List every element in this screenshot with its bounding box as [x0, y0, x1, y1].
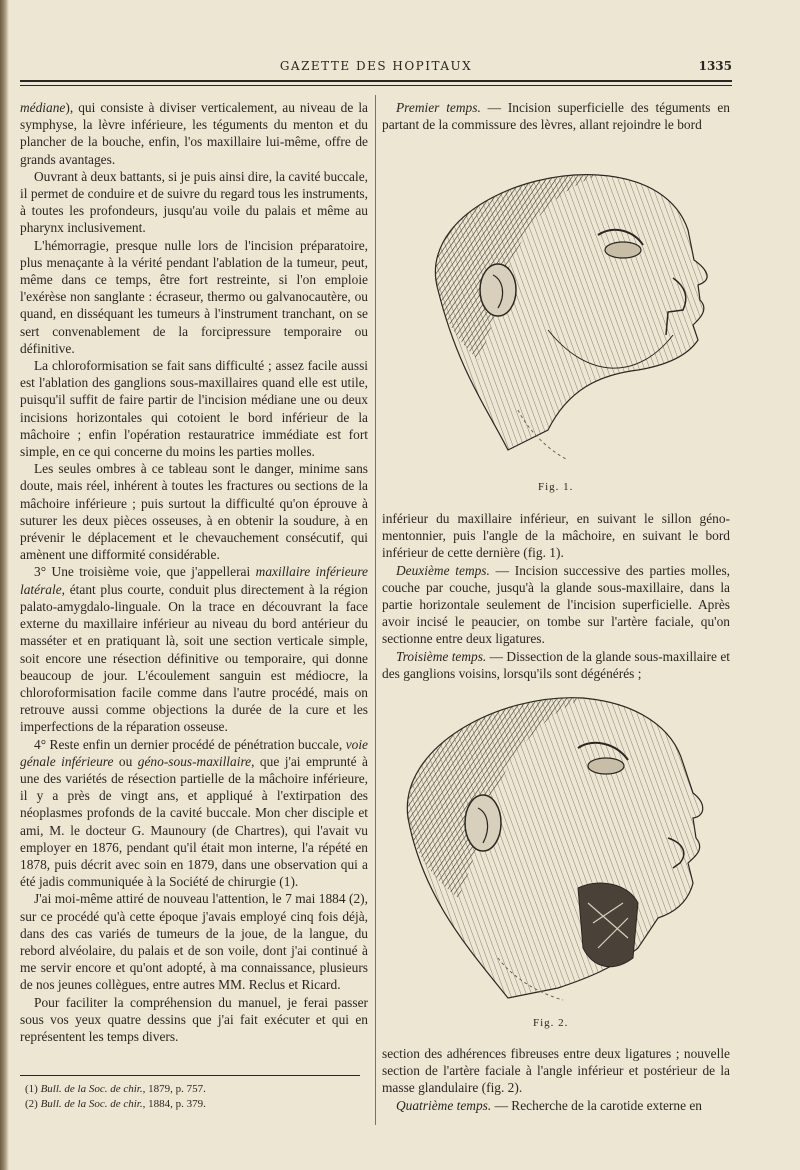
- column-divider: [375, 95, 376, 1125]
- paragraph: Quatrième temps. — Recherche de la carotide externe en: [396, 1097, 703, 1113]
- paragraph: section des adhérences fibreuses entre deux ligatures ; nouvelle section de l'artère faciale à l'angle inférieur et postérieur de la masse glandulaire (fig. 2).: [382, 1046, 730, 1096]
- header-rule-thin: [20, 85, 732, 86]
- paragraph: L'hémorragie, presque nulle lors de l'incision préparatoire, plus menaçante à la vérité pendant l'ablation de la tumeur, peut, même dans ce temps, être fort restreinte, si l'on emploie l'exérèse non sanglante : écraseur, thermo ou galvanocautère, ou quand, en disséquant les tumeurs à l'instrument tranchant, on se sert convenablement de la forcipressure temporaire ou définitive.: [20, 237, 368, 356]
- header-rule-thick: [20, 80, 732, 82]
- page-binding-edge: [0, 0, 9, 1170]
- right-column-top: [382, 99, 730, 133]
- paragraph: J'ai moi-même attiré de nouveau l'attention, le 7 mai 1884 (2), sur ce procédé qu'à cette époque j'avais employé cinq fois déjà, dans des cas variés de tumeurs de la joue, de la langue, du rebord alvéolaire, du palais et de son voile, dont j'ai continué à me servir encore et qu'ont adopté, à ma connaissance, plusieurs de nos jeunes collègues, entre autres MM. Reclus et Ricard.: [20, 891, 368, 993]
- footnote: (1) Bull. de la Soc. de chir., 1879, p. 757.: [25, 1083, 206, 1095]
- paragraph: Troisième temps. — Dissection de la glande sous-maxillaire et des ganglions voisins, lorsqu'ils sont dégénérés ;: [382, 648, 730, 681]
- figure-2-engraving: [388, 688, 728, 1006]
- right-column-middle: [382, 510, 730, 682]
- paragraph: Premier temps. — Incision superficielle des téguments en partant de la commissure des lèvres, allant rejoindre le bord: [382, 100, 730, 133]
- paragraph: La chloroformisation se fait sans difficulté ; assez facile aussi est l'ablation des ganglions sous-maxillaires quand elle est utile, puisqu'il suffit de faire partir de l'incision médiane une ou deux incisions horizontales qui cotoient le bord inférieur de la mâchoire ; enfin l'opération restauratrice immédiate est fort simple, en ce qui concerne du moins les parties molles.: [20, 358, 368, 460]
- paragraph: 4° Reste enfin un dernier procédé de pénétration buccale, voie génale inférieure ou géno-sous-maxillaire, que j'ai emprunté à une des variétés de résection partielle de la mâchoire inférieure, il y a près de vingt ans, et appliqué à l'extirpation des néoplasmes profonds de la cavité buccale. Mon cher disciple et ami, M. le docteur G. Maunoury (de Chartres), qui l'avait vu employer en 1876, pendant qu'il était mon interne, l'a répété en 1878, puis décrit avec soin en 1879, dans une observation qui a été jadis communiquée à la Société de chirurgie (1).: [20, 736, 368, 890]
- right-column-bottom: [382, 1045, 730, 1114]
- paragraph: Les seules ombres à ce tableau sont le danger, minime sans doute, mais réel, inhérent à toutes les fractures ou sections de la mâchoire inférieure ; puis surtout la difficulté qu'on éprouve à suturer les deux pièces osseuses, à en obtenir la soudure, à en prévenir le déplacement et le chevauchement consécutif, qui amènent une difformité considérable.: [20, 461, 368, 563]
- page-header: [20, 59, 732, 79]
- paragraph: inférieur du maxillaire inférieur, en suivant le sillon géno-mentonnier, puis l'angle de la mâchoire, en suivant le bord inférieur de cette dernière (fig. 1).: [382, 511, 730, 561]
- paragraph: Deuxième temps. — Incision successive des parties molles, couche par couche, jusqu'à la glande sous-maxillaire, dans la partie horizontale seulement de l'incision superficielle. Après avoir incisé le peaucier, on tombe sur l'artère faciale, qu'on sectionne entre deux ligatures.: [382, 562, 731, 647]
- figure-1-caption: Fig. 1.: [538, 481, 574, 493]
- footnote-rule: [20, 1075, 360, 1076]
- footnotes: [25, 1082, 365, 1111]
- figure-2-caption: Fig. 2.: [533, 1017, 569, 1029]
- paragraph: médiane), qui consiste à diviser verticalement, au niveau de la symphyse, la lèvre inférieure, les téguments du menton et du plancher de la bouche, enfin, l'os maxillaire lui-même, offre de grands avantages.: [20, 100, 368, 167]
- paragraph: Pour faciliter la compréhension du manuel, je ferai passer sous vos yeux quatre dessins que j'ai fait exécuter et qui en représentent les temps divers.: [20, 994, 368, 1044]
- running-title: GAZETTE DES HOPITAUX: [279, 59, 473, 73]
- footnote: (2) Bull. de la Soc. de chir., 1884, p. 379.: [25, 1097, 206, 1110]
- figure-1-engraving: [398, 160, 738, 465]
- paragraph: 3° Une troisième voie, que j'appellerai maxillaire inférieure latérale, étant plus courte, conduit plus directement à la région palato-amygdalo-linguale. On la trace en découvrant la face externe du maxillaire inférieur au niveau du bord antérieur du masséter et en pratiquant là, soit une section verticale simple, soit encore une résection définitive ou temporaire, qui donne beaucoup de jour. L'écoulement sanguin est médiocre, la chloroformisation facile comme dans l'autre procédé, mais on retrouve aussi comme objections la durée de la cure et les imperfections de la réparation osseuse.: [20, 564, 368, 735]
- page-number: 1335: [698, 59, 732, 73]
- paragraph: Ouvrant à deux battants, si je puis ainsi dire, la cavité buccale, il permet de conduire et de suivre du regard tous les instruments, à toutes les profondeurs, jusqu'au voile du palais et même au pharynx inclusivement.: [20, 168, 368, 236]
- italic-word: médiane: [20, 100, 66, 115]
- left-column: [20, 99, 368, 1045]
